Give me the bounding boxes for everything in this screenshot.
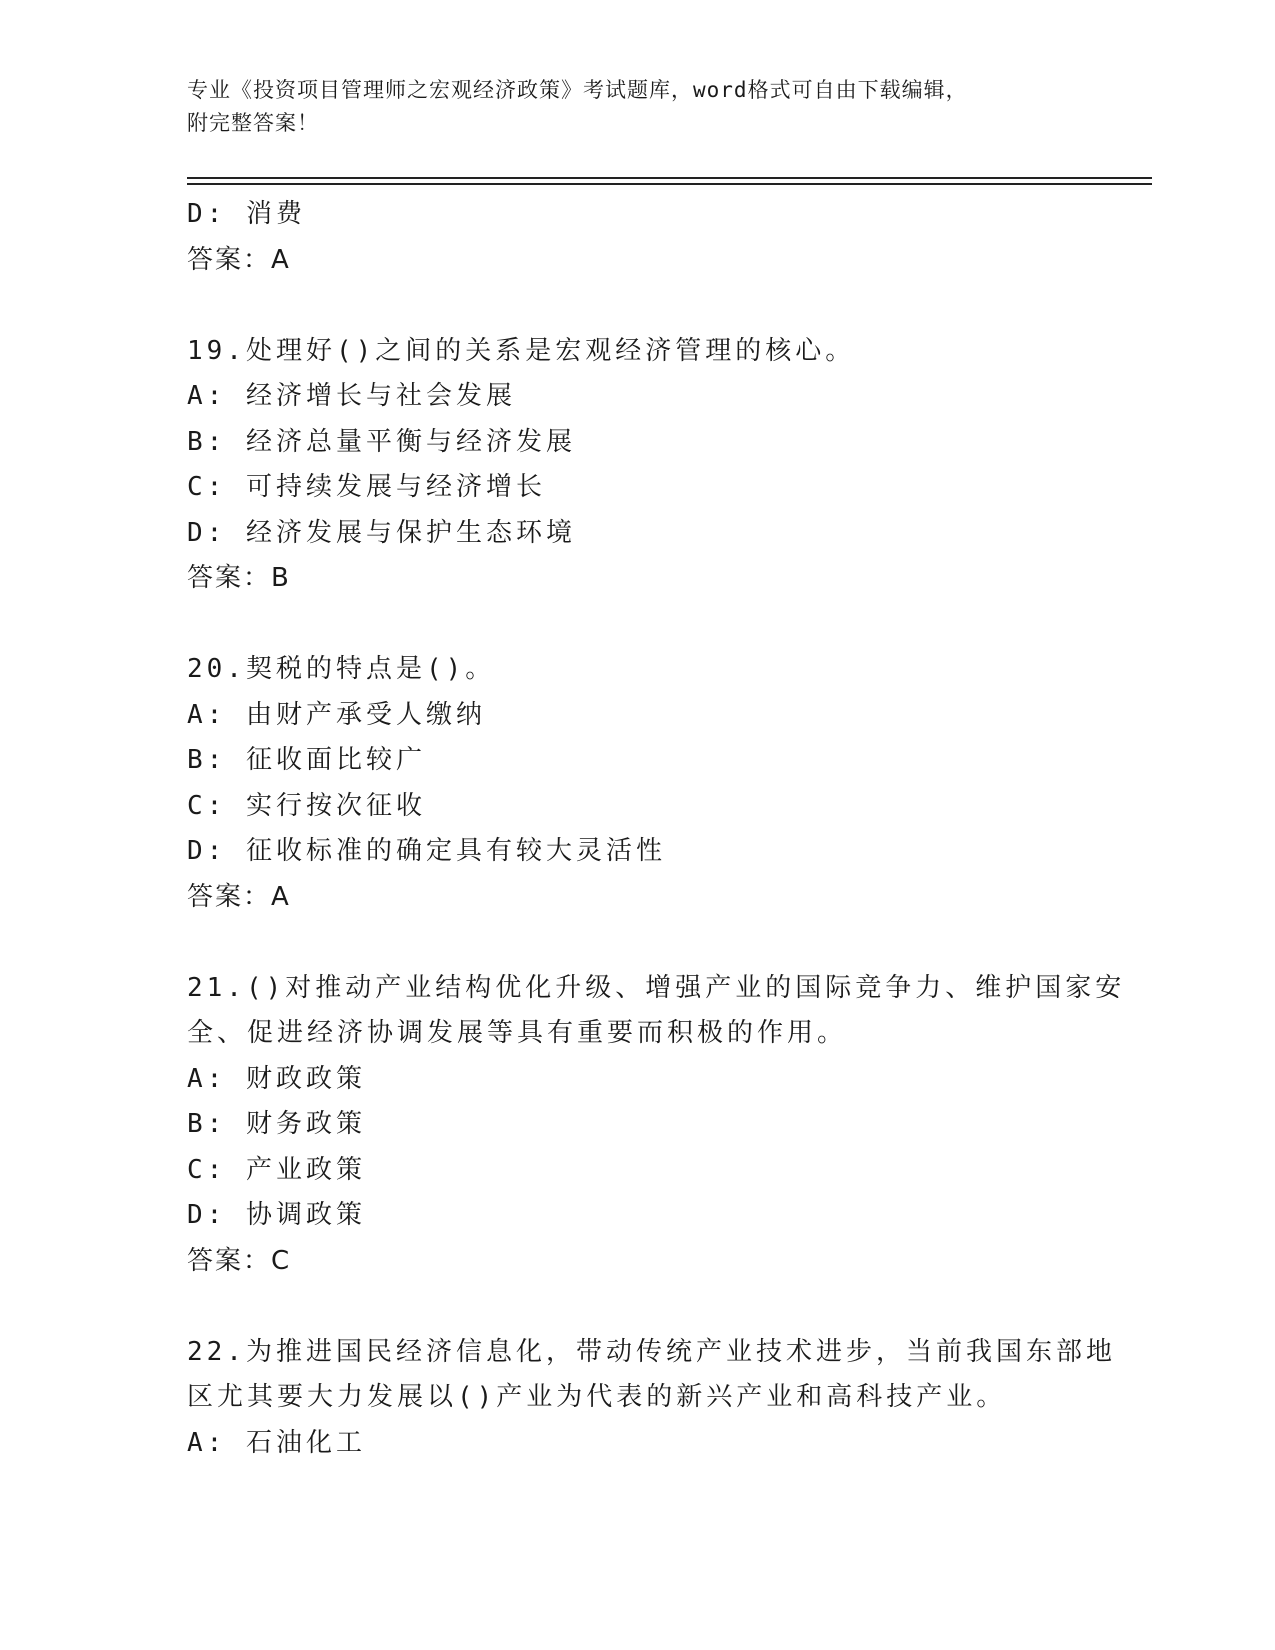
answer: 答案：B (187, 563, 291, 593)
spacer (187, 283, 1087, 329)
option-b: B: 征收面比较广 (187, 745, 426, 775)
option-c: C: 实行按次征收 (187, 790, 426, 821)
spacer (187, 1284, 1087, 1330)
spacer (187, 602, 1087, 648)
question-list (187, 192, 1126, 1466)
option-d: D: 征收标准的确定具有较大灵活性 (187, 836, 666, 866)
question-22 (187, 1330, 1116, 1467)
option-c: C: 产业政策 (187, 1154, 366, 1185)
header-divider-bottom (187, 183, 1152, 185)
option-a: A: 石油化工 (187, 1427, 366, 1458)
option-d: D: 消费 (187, 199, 306, 229)
header-line-1: 专业《投资项目管理师之宏观经济政策》考试题库，word格式可自由下载编辑， (187, 78, 968, 102)
option-a: A: 财政政策 (187, 1063, 366, 1094)
question-title: 20.契税的特点是()。 (187, 654, 496, 684)
answer: 答案：C (187, 1245, 292, 1276)
option-b: B: 财务政策 (187, 1109, 366, 1139)
question-18-tail (187, 192, 1087, 283)
question-title: 19.处理好()之间的关系是宏观经济管理的核心。 (187, 335, 856, 366)
option-a: A: 由财产承受人缴纳 (187, 699, 486, 730)
question-19 (187, 329, 1087, 602)
answer: 答案：A (187, 244, 291, 275)
header-divider-top (187, 177, 1152, 179)
option-c: C: 可持续发展与经济增长 (187, 472, 546, 502)
option-a: A: 经济增长与社会发展 (187, 381, 516, 411)
question-21 (187, 966, 1126, 1285)
spacer (187, 920, 1087, 966)
question-title-line-1: 21.()对推动产业结构优化升级、增强产业的国际竞争力、维护国家安 (187, 972, 1126, 1003)
question-title-line-2: 区尤其要大力发展以()产业为代表的新兴产业和高科技产业。 (187, 1382, 1007, 1412)
header-line-2: 附完整答案！ (187, 111, 319, 135)
option-b: B: 经济总量平衡与经济发展 (187, 426, 576, 457)
question-title-line-2: 全、促进经济协调发展等具有重要而积极的作用。 (187, 1018, 848, 1048)
document-header (187, 74, 1067, 140)
option-d: D: 经济发展与保护生态环境 (187, 517, 576, 548)
question-title-line-1: 22.为推进国民经济信息化，带动传统产业技术进步，当前我国东部地 (187, 1336, 1116, 1367)
answer: 答案：A (187, 881, 291, 912)
option-d: D: 协调政策 (187, 1200, 366, 1230)
question-20 (187, 647, 1087, 920)
